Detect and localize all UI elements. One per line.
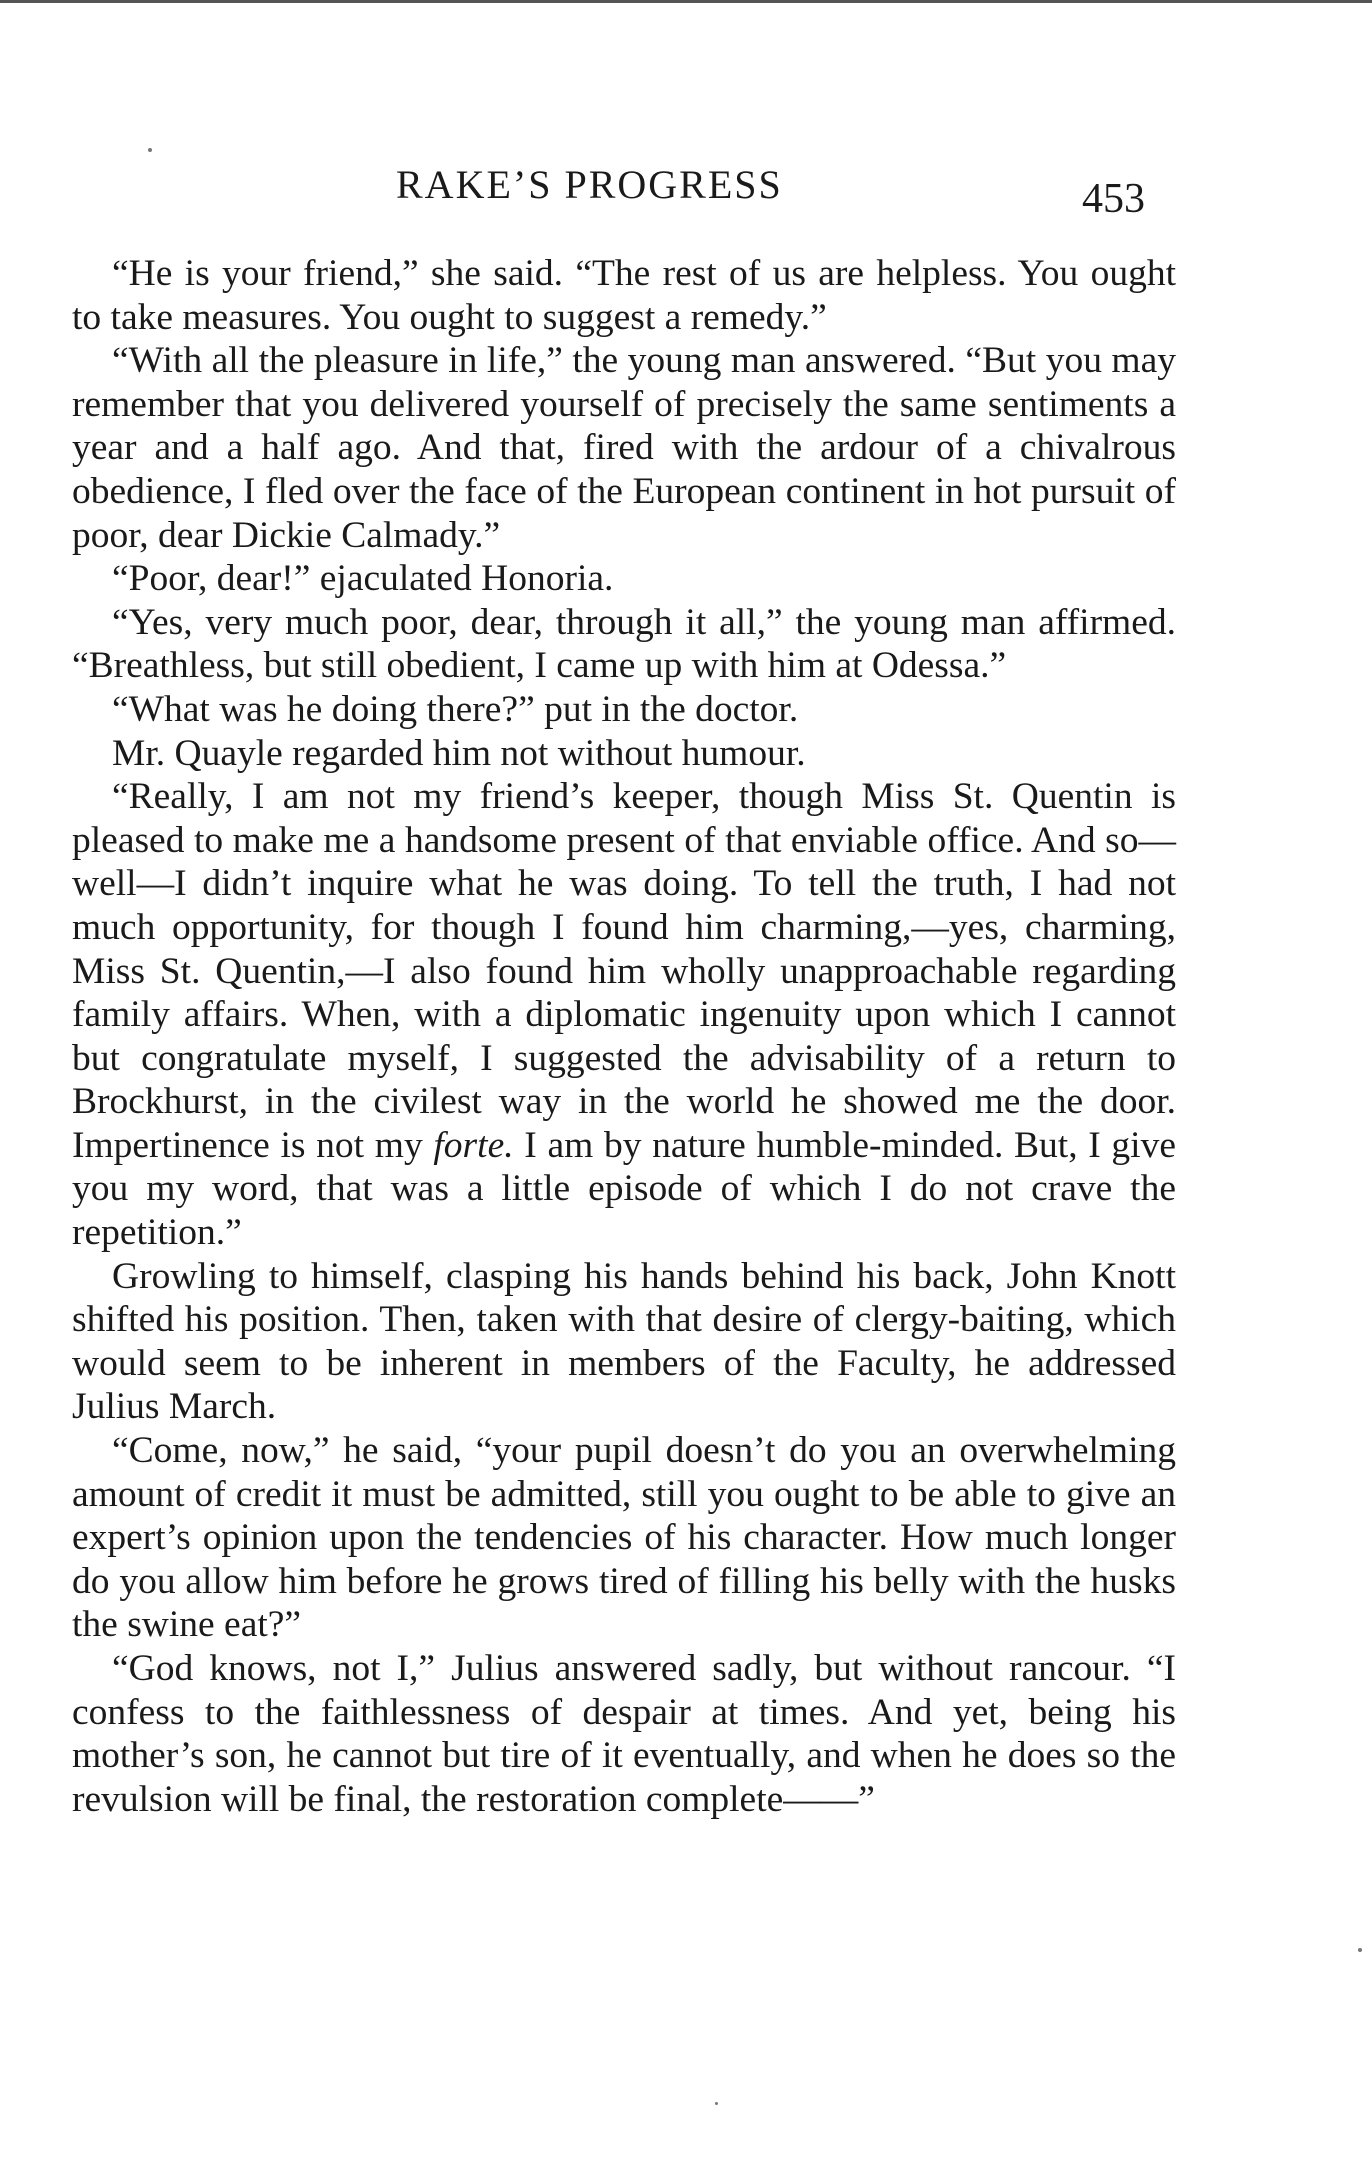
paper-speck <box>1358 1948 1362 1952</box>
paper-speck <box>715 2102 718 2105</box>
paragraph-text: “God knows, not I,” Julius answered sadly, but without rancour. “I confess to the faithlessness of despair at times. And yet, being his mother’s son, he cannot but tire of it eventually, and when he does so the revulsion will be final, the restoration complete——” <box>72 1648 1176 1820</box>
running-head <box>0 160 1372 220</box>
page-number: 453 <box>1082 176 1145 222</box>
paragraph-text: “He is your friend,” she said. “The rest of us are helpless. You ought to take measures. You ought to suggest a remedy.” <box>72 253 1176 338</box>
paragraph <box>72 252 1176 339</box>
paragraph <box>72 775 1176 1255</box>
paragraph-text: “What was he doing there?” put in the doctor. <box>112 688 799 730</box>
paragraph-text: I am by nature humble-minded. But, I give you my word, that was a little episode of which I do not crave the repetition.” <box>72 1124 1176 1254</box>
paragraph <box>72 339 1176 557</box>
paragraph-text: “Come, now,” he said, “your pupil doesn’t do you an overwhelming amount of credit it must be admitted, still you ought to be able to give an expert’s opinion upon the tendencies of his character. How much longer do you allow him before he grows tired of filling his belly with the husks the swine eat?” <box>72 1430 1176 1646</box>
paragraph <box>72 688 1176 732</box>
paragraph <box>72 1429 1176 1647</box>
paragraph <box>72 1647 1176 1821</box>
paragraph-text: “Really, I am not my friend’s keeper, though Miss St. Quentin is pleased to make me a handsome present of that enviable office. And so—well—I didn’t inquire what he was doing. To tell the truth, I had not much opportunity, for though I found him charming,—yes, charming, Miss St. Quentin,—I also found him wholly unapproachable regarding family affairs. When, with a diplomatic ingenuity upon which I cannot but congratulate myself, I suggested the advisability of a return to Brockhurst, in the civilest way in the world he showed me the door. Impertinence is not my <box>72 776 1176 1166</box>
paragraph <box>72 1255 1176 1429</box>
paper-speck <box>148 148 152 152</box>
paragraph-text: “Yes, very much poor, dear, through it all,” the young man affirmed. “Breathless, but still obedient, I came up with him at Odessa.” <box>72 601 1176 687</box>
paragraph-text: Mr. Quayle regarded him not without humour. <box>112 732 806 774</box>
italic-word: forte. <box>433 1124 514 1166</box>
paragraph-text: “Poor, dear!” ejaculated Honoria. <box>112 558 614 600</box>
body-text <box>72 252 1176 1821</box>
paragraph <box>72 732 1176 776</box>
paragraph <box>72 557 1176 601</box>
page-top-rule <box>0 0 1372 3</box>
paragraph-text: “With all the pleasure in life,” the young man answered. “But you may remember that you delivered yourself of precisely the same sentiments a year and a half ago. And that, fired with the ardour of a chivalrous obedience, I fled over the face of the European continent in hot pursuit of poor, dear Dickie Calmady.” <box>72 340 1176 556</box>
paragraph-text: Growling to himself, clasping his hands behind his back, John Knott shifted his position. Then, taken with that desire of clergy-baiting, which would seem to be inherent in members of the Faculty, he addressed Julius March. <box>72 1255 1176 1428</box>
running-title: RAKE’S PROGRESS <box>396 162 783 207</box>
paragraph <box>72 601 1176 688</box>
